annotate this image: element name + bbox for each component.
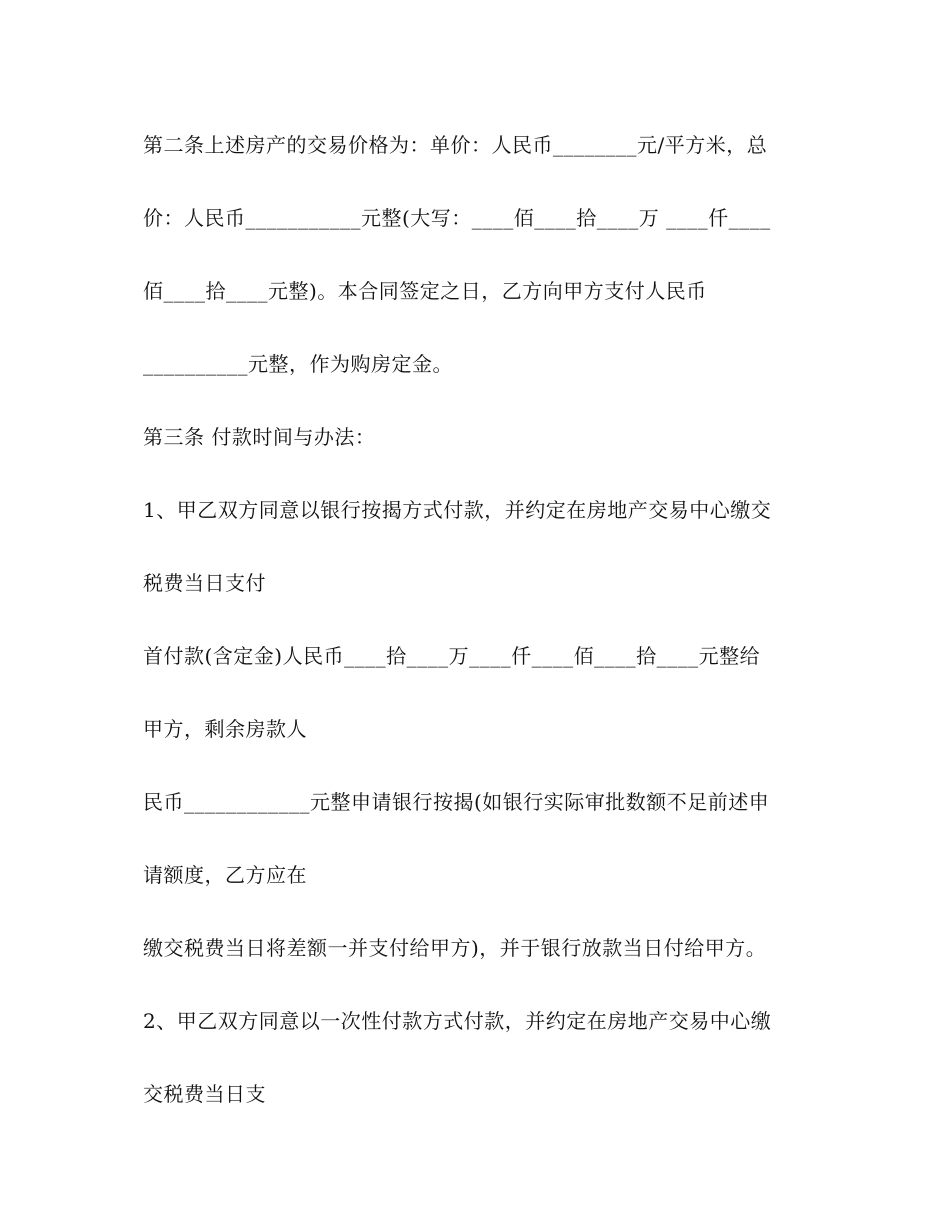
article-2-price-line-2: 价：人民币___________元整(大写：____佰____拾____万 ____仟____ xyxy=(143,206,771,230)
clause-2-line-1: 2、甲乙双方同意以一次性付款方式付款，并约定在房地产交易中心缴 xyxy=(143,1009,772,1033)
clause-1-line-4: 甲方，剩余房款人 xyxy=(143,717,307,741)
clause-1-line-3: 首付款(含定金)人民币____拾____万____仟____佰____拾____元整给 xyxy=(143,644,761,668)
clause-1-line-5: 民币____________元整申请银行按揭(如银行实际审批数额不足前述申 xyxy=(143,790,770,814)
article-2-price-line-3: 佰____拾____元整)。本合同签定之日，乙方向甲方支付人民币 xyxy=(143,279,707,303)
clause-1-line-2: 税费当日支付 xyxy=(143,571,266,595)
article-2-deposit-line: __________元整，作为购房定金。 xyxy=(143,352,453,376)
clause-1-line-6: 请额度，乙方应在 xyxy=(143,863,307,887)
clause-2-line-2: 交税费当日支 xyxy=(143,1082,266,1106)
article-3-heading: 第三条 付款时间与办法： xyxy=(143,425,376,449)
article-2-price-line-1: 第二条上述房产的交易价格为：单价：人民币________元/平方米，总 xyxy=(143,133,768,157)
clause-1-line-1: 1、甲乙双方同意以银行按揭方式付款，并约定在房地产交易中心缴交 xyxy=(143,498,772,522)
clause-1-line-7: 缴交税费当日将差额一并支付给甲方)，并于银行放款当日付给甲方。 xyxy=(143,936,767,960)
